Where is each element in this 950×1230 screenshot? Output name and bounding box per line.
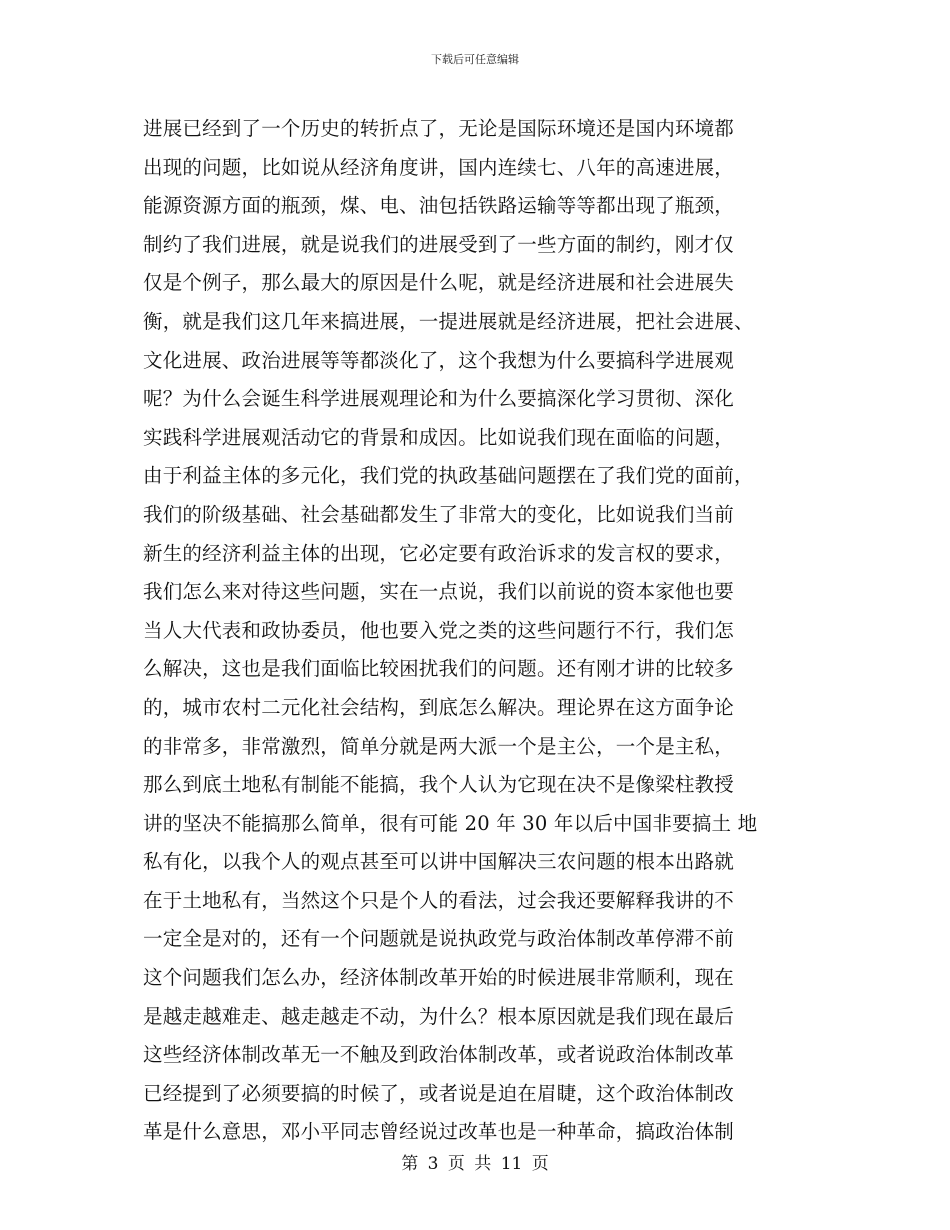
body-line: 讲的坚决不能搞那么简单，很有可能 20 年 30 年以后中国非要搞土 地 [143, 811, 758, 835]
body-line: 么解决，这也是我们面临比较困扰我们的问题。还有刚才讲的比较多 [143, 657, 735, 681]
page-footer: 第 3 页 共 11 页 [401, 1154, 549, 1174]
body-line: 我们怎么来对待这些问题，实在一点说，我们以前说的资本家他也要 [143, 580, 735, 604]
body-line: 由于利益主体的多元化，我们党的执政基础问题摆在了我们党的面前， [143, 464, 754, 488]
body-line: 革是什么意思，邓小平同志曾经说过改革也是一种革命，搞政治体制 [143, 1120, 735, 1144]
body-line: 当人大代表和政协委员，他也要入党之类的这些问题行不行，我们怎 [143, 618, 735, 642]
body-line: 能源资源方面的瓶颈，煤、电、油包括铁路运输等等都出现了瓶颈， [143, 194, 735, 218]
body-line: 已经提到了必须要搞的时候了，或者说是迫在眉睫，这个政治体制改 [143, 1081, 735, 1105]
page-header: 下载后可任意编辑 [431, 53, 519, 66]
body-line: 仅是个例子，那么最大的原因是什么呢，就是经济进展和社会进展失 [143, 271, 735, 295]
body-line: 那么到底土地私有制能不能搞，我个人认为它现在决不是像梁柱教授 [143, 773, 735, 797]
body-line: 在于土地私有，当然这个只是个人的看法，过会我还要解释我讲的不 [143, 888, 735, 912]
body-line: 私有化，以我个人的观点甚至可以讲中国解决三农问题的根本出路就 [143, 850, 735, 874]
body-line: 是越走越难走、越走越走不动，为什么？根本原因就是我们现在最后 [143, 1004, 735, 1028]
body-line: 的非常多，非常激烈，简单分就是两大派一个是主公，一个是主私， [143, 734, 735, 758]
body-line: 一定全是对的，还有一个问题就是说执政党与政治体制改革停滞不前 [143, 927, 735, 951]
body-line: 我们的阶级基础、社会基础都发生了非常大的变化，比如说我们当前 [143, 502, 735, 526]
body-line: 制约了我们进展，就是说我们的进展受到了一些方面的制约，刚才仅 [143, 232, 735, 256]
body-line: 新生的经济利益主体的出现，它必定要有政治诉求的发言权的要求， [143, 541, 735, 565]
body-line: 的，城市农村二元化社会结构，到底怎么解决。理论界在这方面争论 [143, 695, 735, 719]
body-line: 进展已经到了一个历史的转折点了，无论是国际环境还是国内环境都 [143, 117, 735, 140]
document-body [143, 110, 813, 1152]
body-line: 文化进展、政治进展等等都淡化了，这个我想为什么要搞科学进展观 [143, 348, 735, 372]
body-line: 这些经济体制改革无一不触及到政治体制改革，或者说政治体制改革 [143, 1043, 735, 1067]
body-line: 实践科学进展观活动它的背景和成因。比如说我们现在面临的问题， [143, 425, 735, 449]
body-line: 出现的问题，比如说从经济角度讲，国内连续七、八年的高速进展， [143, 155, 735, 179]
body-line: 衡，就是我们这几年来搞进展，一提进展就是经济进展，把社会进展、 [143, 309, 754, 333]
body-line: 呢？为什么会诞生科学进展观理论和为什么要搞深化学习贯彻、深化 [143, 387, 735, 411]
body-line: 这个问题我们怎么办，经济体制改革开始的时候进展非常顺利，现在 [143, 966, 735, 990]
